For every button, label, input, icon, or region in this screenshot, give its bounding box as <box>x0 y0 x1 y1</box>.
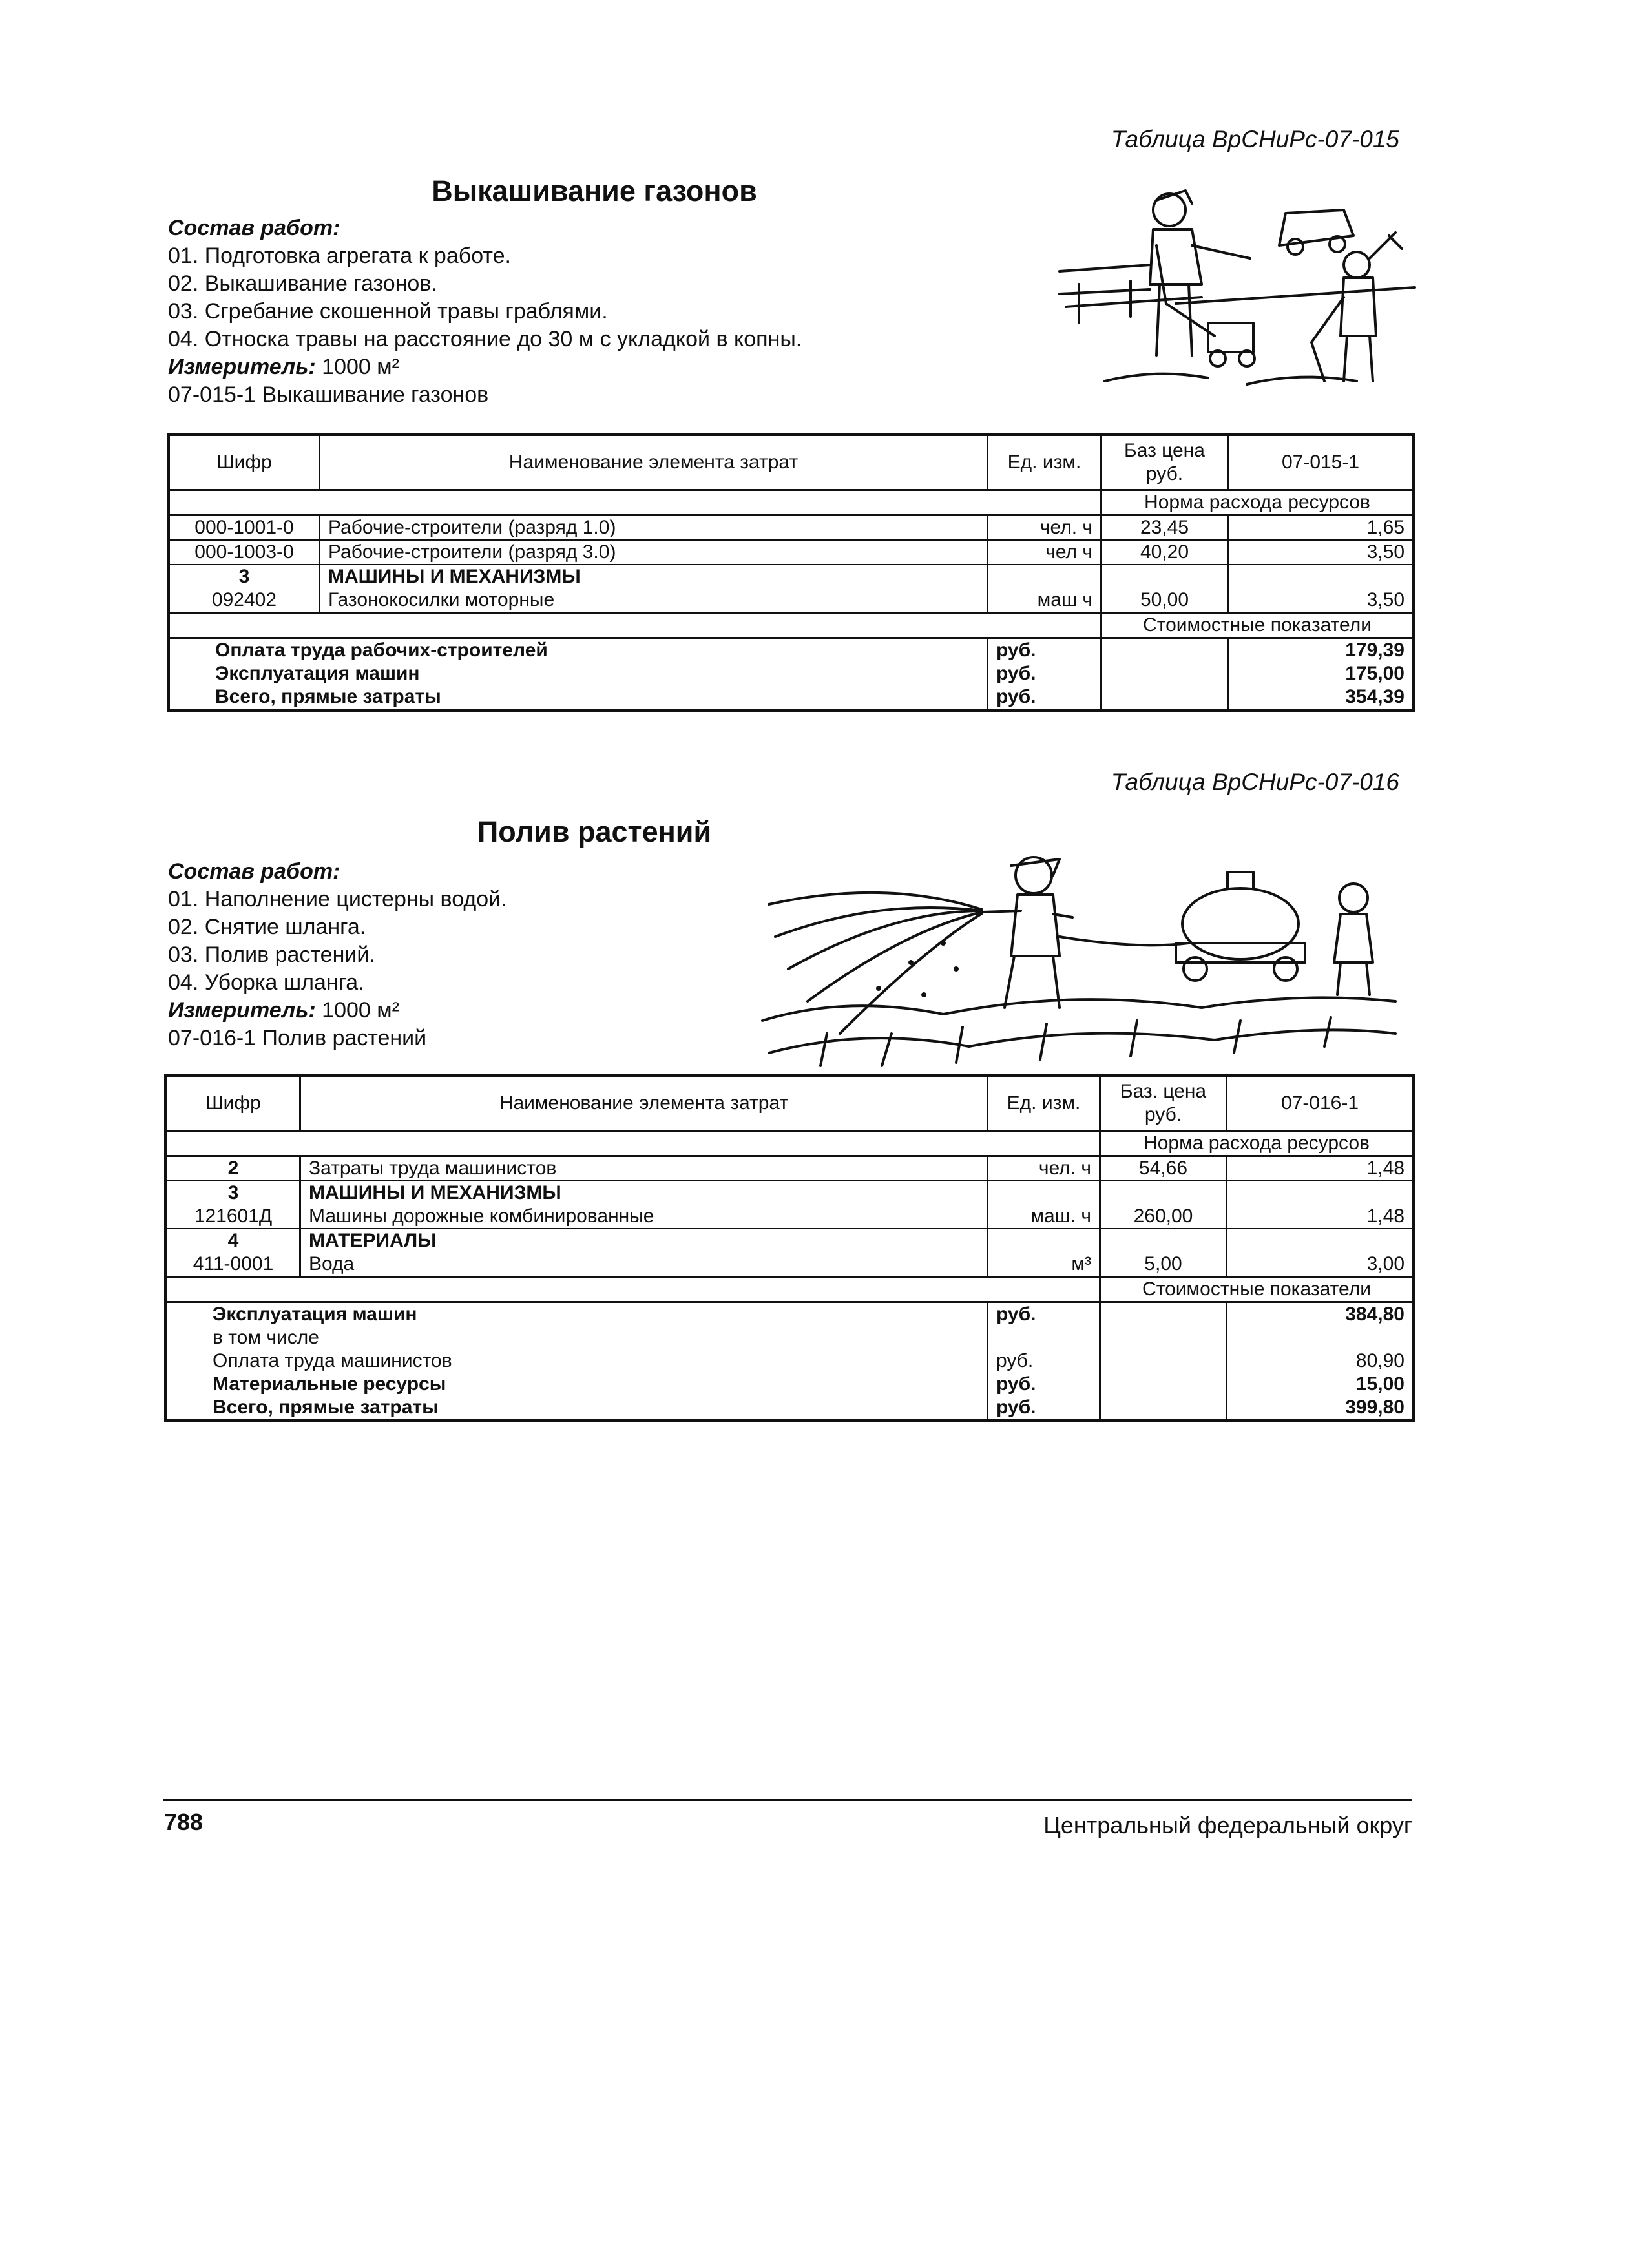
table-row <box>169 565 1414 588</box>
section-cost-label: Стоимостные показатели <box>1102 613 1414 638</box>
measure-line <box>168 997 507 1025</box>
row-code: 121601Д <box>166 1205 300 1229</box>
row-price: 40,20 <box>1102 540 1228 565</box>
header-unit: Ед. изм. <box>988 1076 1100 1131</box>
work-item: 02. Выкашивание газонов. <box>168 271 437 296</box>
row-name: Рабочие-строители (разряд 3.0) <box>320 540 988 565</box>
row-unit <box>988 1229 1100 1253</box>
watering-illustration <box>749 840 1408 1072</box>
row-value: 3,50 <box>1228 540 1414 565</box>
total-unit: руб. <box>988 638 1102 663</box>
row-value: 1,48 <box>1227 1156 1414 1181</box>
row-price <box>1102 565 1228 588</box>
row-value <box>1227 1181 1414 1205</box>
total-value <box>1227 1326 1414 1349</box>
footer-divider <box>163 1799 1412 1801</box>
measure-label: Измеритель: <box>168 998 316 1023</box>
total-name: Эксплуатация машин <box>169 662 988 685</box>
table-row <box>169 588 1414 613</box>
header-unit: Ед. изм. <box>988 435 1102 490</box>
table-row <box>166 1181 1414 1205</box>
work-item: 03. Полив растений. <box>168 942 375 967</box>
total-name: Оплата труда машинистов <box>166 1349 988 1373</box>
code-line: 07-015-1 Выкашивание газонов <box>168 382 489 407</box>
total-row <box>169 685 1414 711</box>
cost-table <box>167 433 1415 712</box>
header-code: Шифр <box>166 1076 300 1131</box>
row-price <box>1100 1229 1227 1253</box>
header-name: Наименование элемента затрат <box>300 1076 988 1131</box>
total-row <box>169 638 1414 663</box>
total-row <box>166 1326 1414 1349</box>
total-value: 384,80 <box>1227 1302 1414 1327</box>
total-value: 15,00 <box>1227 1373 1414 1396</box>
row-name: МАТЕРИАЛЫ <box>300 1229 988 1253</box>
row-price: 50,00 <box>1102 588 1228 613</box>
measure-line <box>168 353 802 381</box>
measure-value: 1000 м² <box>315 355 399 379</box>
measure-label: Измеритель: <box>168 355 316 379</box>
row-price: 23,45 <box>1102 515 1228 541</box>
row-code: 2 <box>166 1156 300 1181</box>
code-line: 07-016-1 Полив растений <box>168 1026 427 1050</box>
table-row <box>169 515 1414 541</box>
table-row <box>166 1156 1414 1181</box>
total-row <box>169 662 1414 685</box>
work-item: 03. Сгребание скошенной травы граблями. <box>168 299 608 324</box>
header-norm: 07-016-1 <box>1227 1076 1414 1131</box>
total-unit: руб. <box>988 1349 1100 1373</box>
row-code: 000-1001-0 <box>169 515 320 541</box>
measure-value: 1000 м² <box>315 998 399 1023</box>
header-norm: 07-015-1 <box>1228 435 1414 490</box>
row-name: МАШИНЫ И МЕХАНИЗМЫ <box>320 565 988 588</box>
total-name: Эксплуатация машин <box>166 1302 988 1327</box>
header-name: Наименование элемента затрат <box>320 435 988 490</box>
table-label: Таблица ВрСНиРс-07-016 <box>1111 769 1399 795</box>
total-row <box>166 1349 1414 1373</box>
total-unit: руб. <box>988 1373 1100 1396</box>
row-name: Газонокосилки моторные <box>320 588 988 613</box>
total-unit: руб. <box>988 662 1102 685</box>
work-item: 04. Уборка шланга. <box>168 970 364 995</box>
composition-label: Состав работ: <box>168 859 340 884</box>
page-number: 788 <box>164 1809 204 1835</box>
header-price: Баз цена руб. <box>1102 435 1228 490</box>
table-row <box>169 540 1414 565</box>
table-label: Таблица ВрСНиРс-07-015 <box>1111 126 1399 152</box>
lawn-mowing-illustration <box>1053 174 1421 394</box>
total-row <box>166 1396 1414 1421</box>
section-title: Выкашивание газонов <box>432 174 757 207</box>
section-cost-label: Стоимостные показатели <box>1100 1277 1414 1302</box>
composition-label: Состав работ: <box>168 216 340 240</box>
total-name: Всего, прямые затраты <box>166 1396 988 1421</box>
footer-region: Центральный федеральный округ <box>1043 1812 1412 1838</box>
row-name: Вода <box>300 1253 988 1277</box>
total-unit: руб. <box>988 1302 1100 1327</box>
table-row <box>166 1205 1414 1229</box>
row-value <box>1227 1229 1414 1253</box>
total-row <box>166 1302 1414 1327</box>
row-code: 4 <box>166 1229 300 1253</box>
cost-table <box>164 1074 1415 1422</box>
row-unit <box>988 565 1102 588</box>
row-value: 3,50 <box>1228 588 1414 613</box>
row-unit: чел ч <box>988 540 1102 565</box>
section-norm-label: Норма расхода ресурсов <box>1100 1131 1414 1156</box>
work-item: 02. Снятие шланга. <box>168 915 366 939</box>
row-unit <box>988 1181 1100 1205</box>
row-code: 3 <box>169 565 320 588</box>
work-composition <box>168 214 802 409</box>
row-price: 5,00 <box>1100 1253 1227 1277</box>
section-title: Полив растений <box>477 815 712 848</box>
row-price <box>1100 1181 1227 1205</box>
row-price: 54,66 <box>1100 1156 1227 1181</box>
row-name: МАШИНЫ И МЕХАНИЗМЫ <box>300 1181 988 1205</box>
work-item: 04. Относка травы на расстояние до 30 м с укладкой в копны. <box>168 327 802 351</box>
header-code: Шифр <box>169 435 320 490</box>
total-value: 354,39 <box>1228 685 1414 711</box>
row-value: 1,48 <box>1227 1205 1414 1229</box>
total-value: 179,39 <box>1228 638 1414 663</box>
total-name: Оплата труда рабочих-строителей <box>169 638 988 663</box>
row-name: Машины дорожные комбинированные <box>300 1205 988 1229</box>
row-value <box>1228 565 1414 588</box>
total-unit: руб. <box>988 685 1102 711</box>
total-unit <box>988 1326 1100 1349</box>
row-code: 411-0001 <box>166 1253 300 1277</box>
row-name: Рабочие-строители (разряд 1.0) <box>320 515 988 541</box>
row-code: 3 <box>166 1181 300 1205</box>
total-name: Материальные ресурсы <box>166 1373 988 1396</box>
work-item: 01. Подготовка агрегата к работе. <box>168 244 511 268</box>
total-row <box>166 1373 1414 1396</box>
row-value: 1,65 <box>1228 515 1414 541</box>
row-unit: м³ <box>988 1253 1100 1277</box>
total-name: в том числе <box>166 1326 988 1349</box>
total-value: 175,00 <box>1228 662 1414 685</box>
table-row <box>166 1229 1414 1253</box>
row-price: 260,00 <box>1100 1205 1227 1229</box>
work-item: 01. Наполнение цистерны водой. <box>168 887 507 911</box>
row-unit: маш. ч <box>988 1205 1100 1229</box>
header-price: Баз. цена руб. <box>1100 1076 1227 1131</box>
total-name: Всего, прямые затраты <box>169 685 988 711</box>
row-unit: чел. ч <box>988 1156 1100 1181</box>
row-unit: маш ч <box>988 588 1102 613</box>
row-code: 000-1003-0 <box>169 540 320 565</box>
table-row <box>166 1253 1414 1277</box>
total-unit: руб. <box>988 1396 1100 1421</box>
row-code: 092402 <box>169 588 320 613</box>
row-name: Затраты труда машинистов <box>300 1156 988 1181</box>
total-value: 80,90 <box>1227 1349 1414 1373</box>
total-value: 399,80 <box>1227 1396 1414 1421</box>
work-composition <box>168 858 507 1052</box>
row-value: 3,00 <box>1227 1253 1414 1277</box>
row-unit: чел. ч <box>988 515 1102 541</box>
section-norm-label: Норма расхода ресурсов <box>1102 490 1414 515</box>
